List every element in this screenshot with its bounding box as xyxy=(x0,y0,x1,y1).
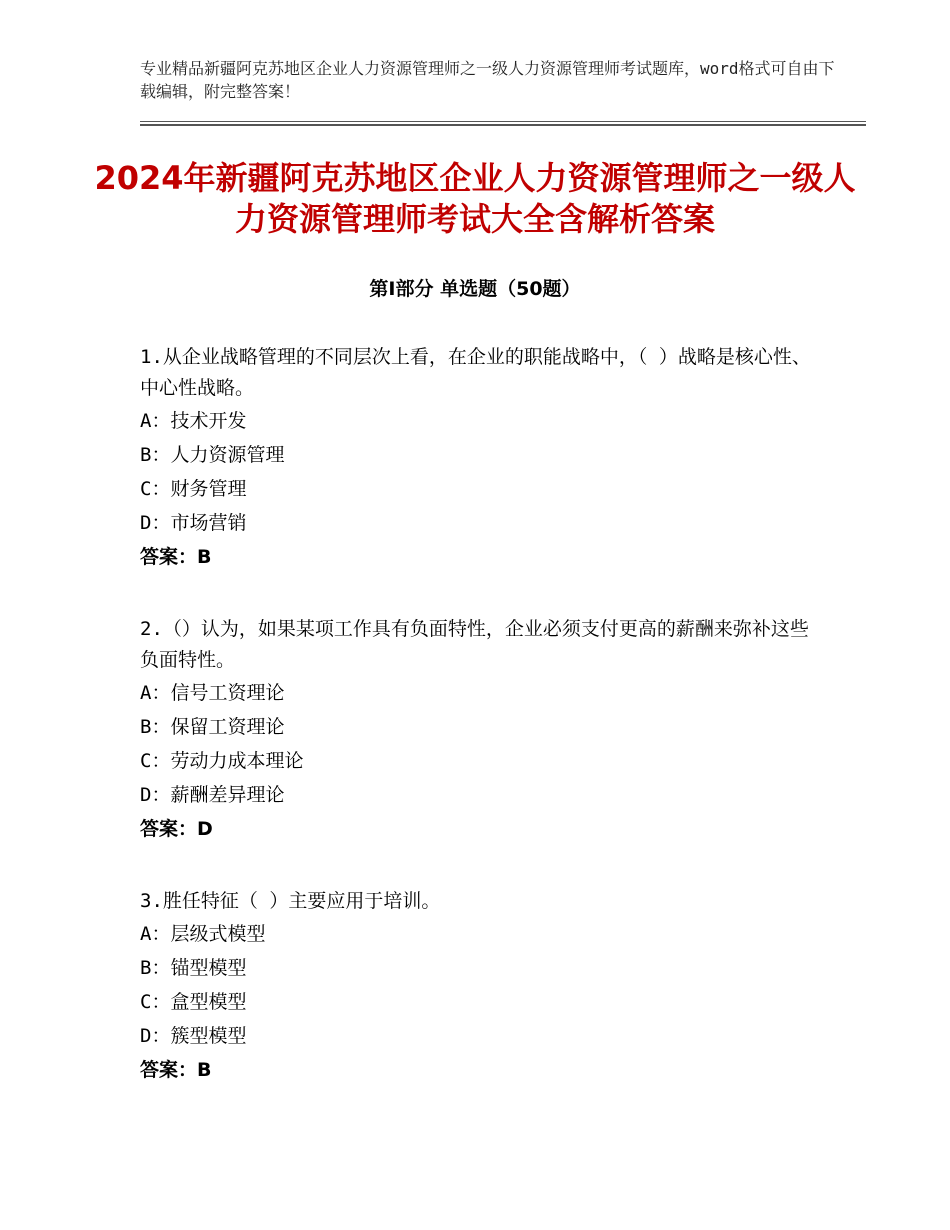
question-2 xyxy=(140,614,820,846)
option-c: C：盒型模型 xyxy=(140,991,247,1013)
header-divider xyxy=(140,121,866,126)
question-stem: 2.（）认为，如果某项工作具有负面特性，企业必须支付更高的薪酬来弥补这些负面特性。 xyxy=(140,618,809,671)
option-a: A：信号工资理论 xyxy=(140,682,285,704)
section-title: 第Ⅰ部分 单选题（50题） xyxy=(369,278,581,300)
question-stem: 1.从企业战略管理的不同层次上看，在企业的职能战略中，（ ）战略是核心性、中心性战略。 xyxy=(140,346,811,399)
option-d: D：市场营销 xyxy=(140,512,247,534)
option-b: B：保留工资理论 xyxy=(140,716,285,738)
header-note: 专业精品新疆阿克苏地区企业人力资源管理师之一级人力资源管理师考试题库，word格式可自由下载编辑，附完整答案！ xyxy=(140,59,835,101)
option-a: A：层级式模型 xyxy=(140,923,266,945)
answer: 答案：B xyxy=(140,546,212,568)
question-stem: 3.胜任特征（ ）主要应用于培训。 xyxy=(140,890,441,912)
option-c: C：财务管理 xyxy=(140,478,247,500)
answer: 答案：D xyxy=(140,818,213,840)
option-a: A：技术开发 xyxy=(140,410,247,432)
option-b: B：锚型模型 xyxy=(140,957,247,979)
option-c: C：劳动力成本理论 xyxy=(140,750,304,772)
option-d: D：薪酬差异理论 xyxy=(140,784,285,806)
answer: 答案：B xyxy=(140,1059,212,1081)
question-1 xyxy=(140,342,820,574)
question-3 xyxy=(140,886,820,1087)
option-b: B：人力资源管理 xyxy=(140,444,285,466)
document-title: 2024年新疆阿克苏地区企业人力资源管理师之一级人力资源管理师考试大全含解析答案 xyxy=(94,159,856,238)
option-d: D：簇型模型 xyxy=(140,1025,247,1047)
